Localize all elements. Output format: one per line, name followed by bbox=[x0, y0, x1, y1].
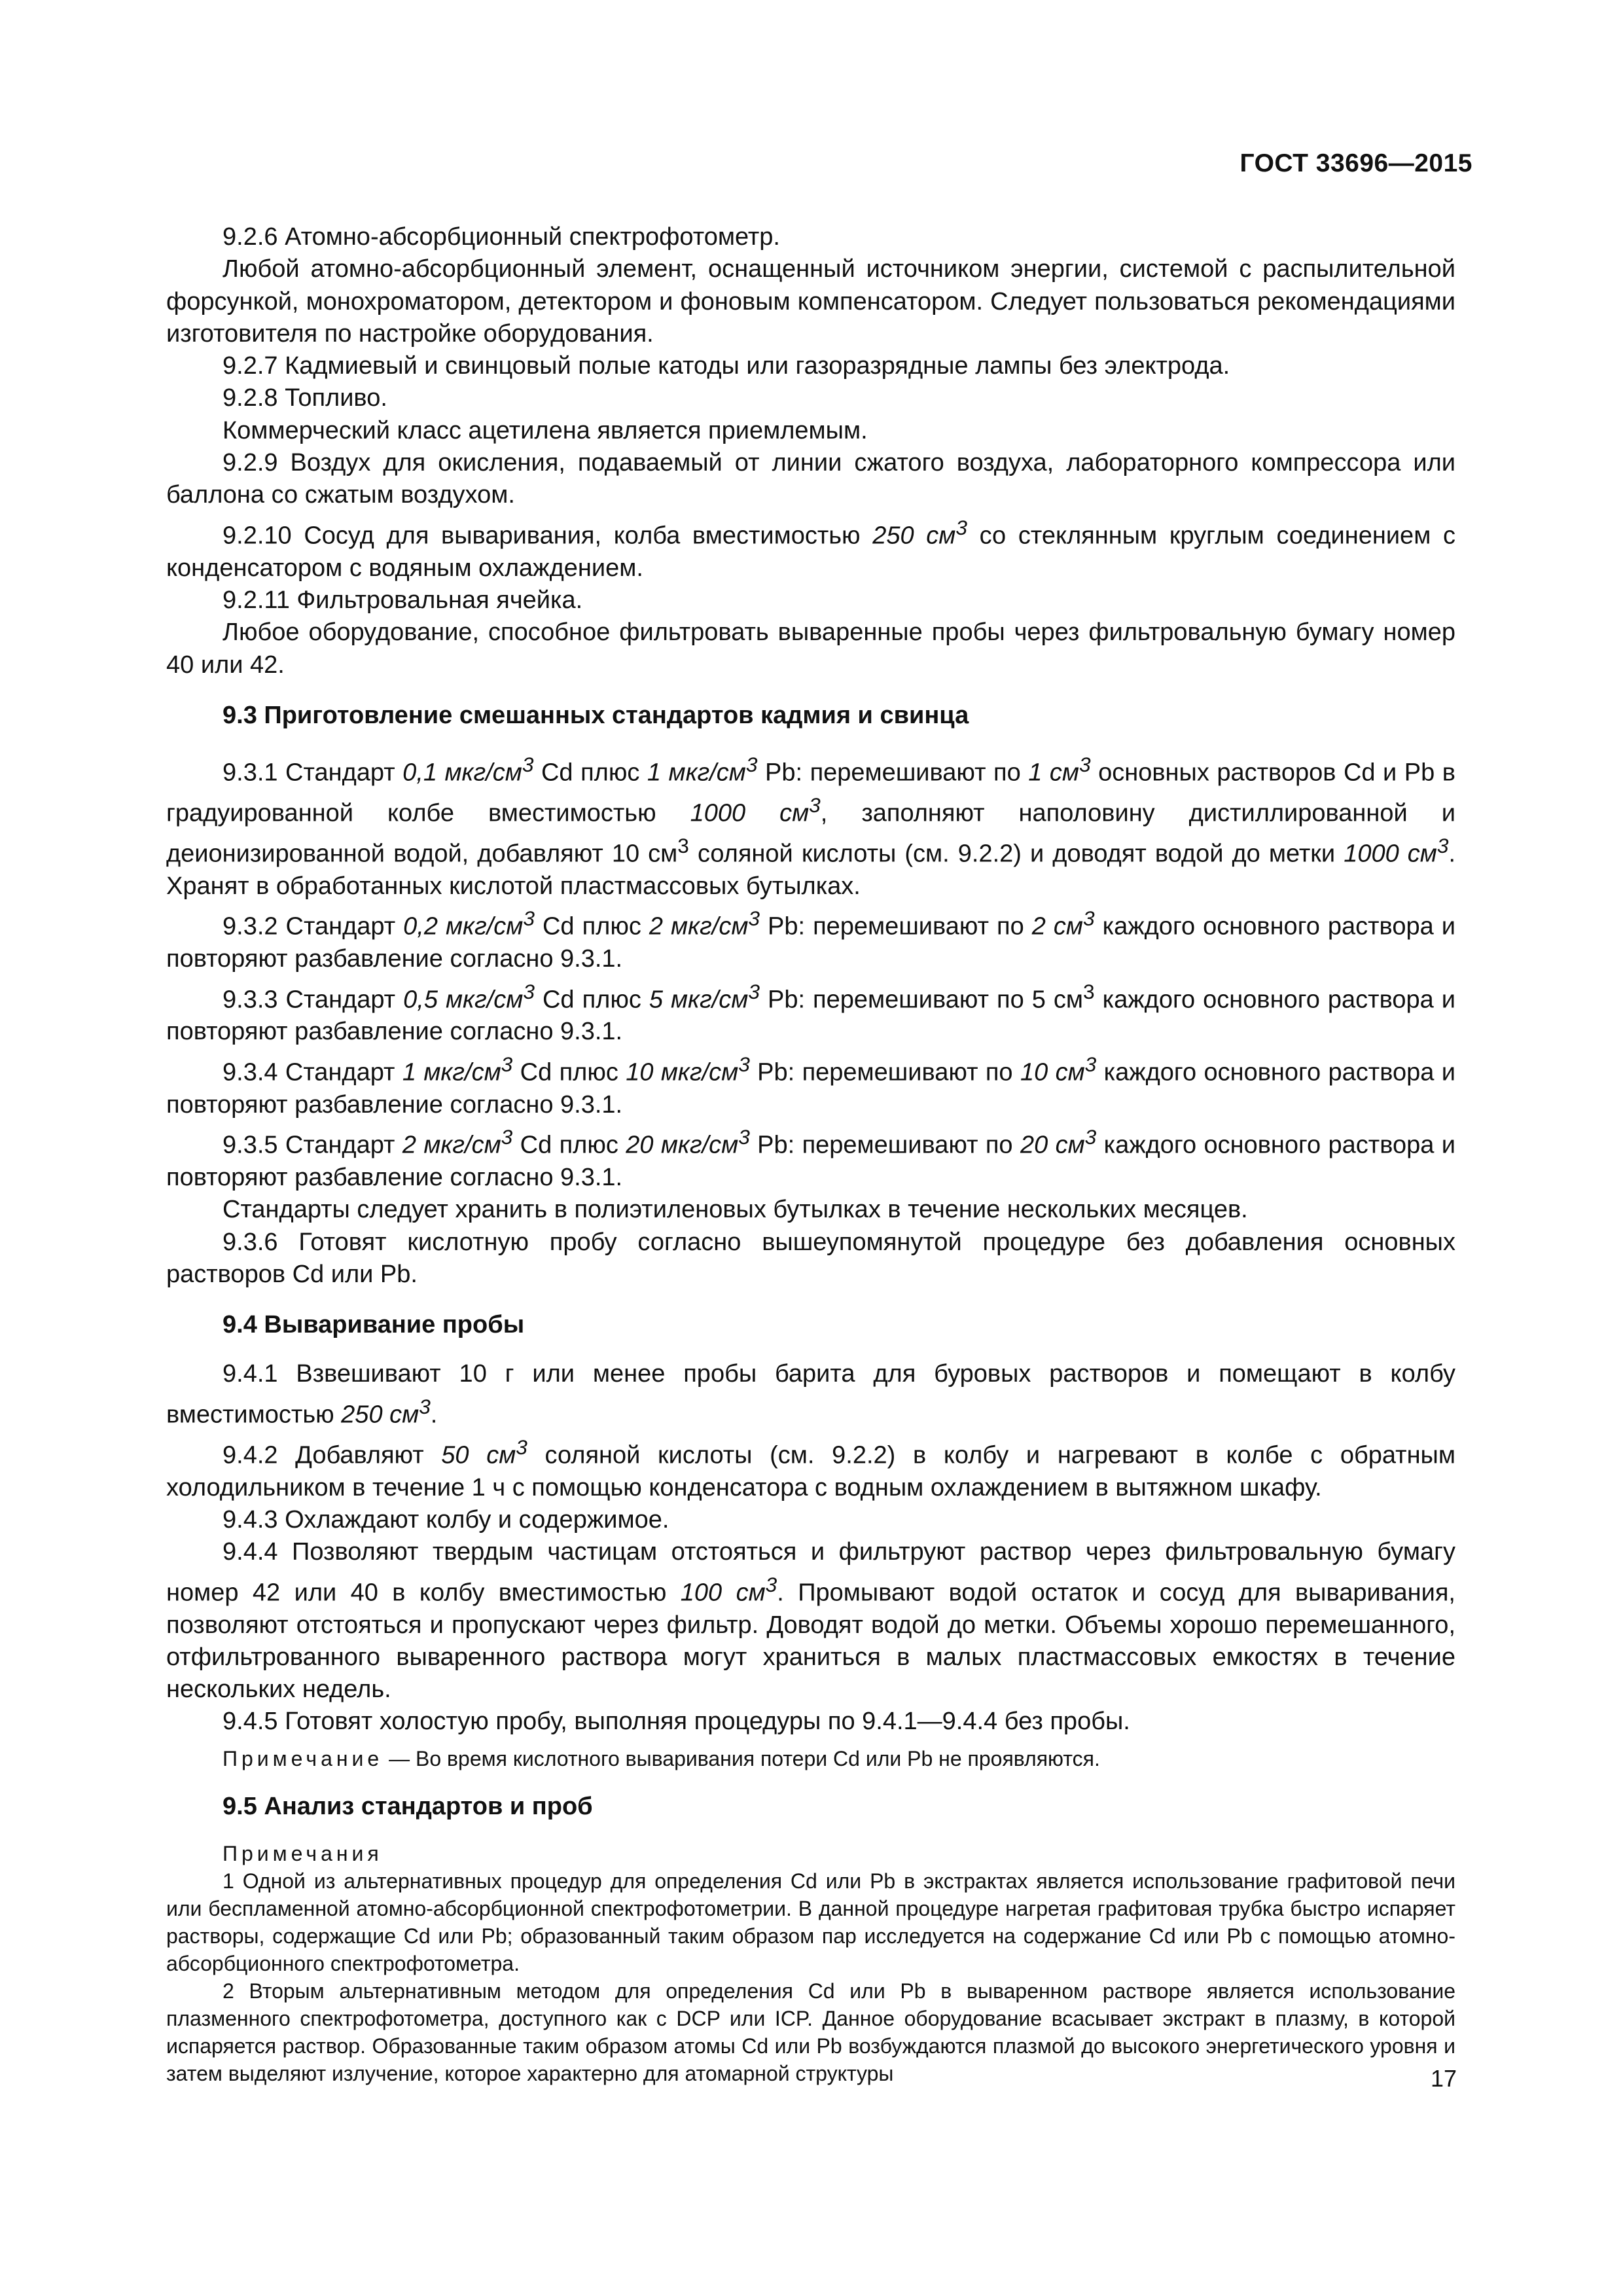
clause-9-2-6-title: 9.2.6 Атомно-абсорбционный спектрофотометр. bbox=[223, 223, 780, 251]
clause-9-4-1: 9.4.1 Взвешивают 10 г или менее пробы барита для буровых растворов и помещают в колбу вместимостью 250 $см^3$. bbox=[166, 1360, 1455, 1429]
clause-9-3-5: 9.3.5 Стандарт 2 мкг/$см^3$ Cd плюс 20 мкг/$см^3$ Pb: перемешивают по 20 $см^3$ каждого основного раствора и повторяют разбавление согласно 9.3.1. bbox=[166, 1125, 1455, 1191]
section-9-4-heading: 9.4 Вываривание пробы bbox=[223, 1311, 525, 1339]
note-label: Примечание bbox=[223, 1746, 383, 1770]
clause-9-3-3: 9.3.3 Стандарт 0,5 мкг/$см^3$ Cd плюс 5 мкг/$см^3$ Pb: перемешивают по 5 $см^3$ каждого основного раствора и повторяют разбавление согласно 9.3.1. bbox=[166, 979, 1455, 1046]
page-number: 17 bbox=[1430, 2065, 1457, 2092]
clause-9-4-2: 9.4.2 Добавляют 50 $см^3$ соляной кислоты (см. 9.2.2) в колбу и нагревают в колбе с обратным холодильником в течение 1 ч с помощью конденсатора с водным охлаждением в вытяжном шкафу. bbox=[166, 1435, 1455, 1501]
clause-9-2-9: 9.2.9 Воздух для окисления, подаваемый от линии сжатого воздуха, лабораторного компрессора или баллона со сжатым воздухом. bbox=[166, 449, 1455, 509]
clause-9-3-6: 9.3.6 Готовят кислотную пробу согласно вышеупомянутой процедуре без добавления основных растворов Cd или Pb. bbox=[166, 1228, 1455, 1288]
note-2: 2 Вторым альтернативным методом для определения Cd или Pb в вываренном растворе является использование плазменного спектрофотометра, доступного как с DCP или ICP. Данное оборудование всасывает экстракт в плазму, в которой испаряется раствор. Образованные таким образом атомы Cd или Pb возбуждаются плазмой до высокого энергетического уровня и затем выделяют излучение, которое характерно для атомарной структуры bbox=[166, 1979, 1455, 2085]
document-id: ГОСТ 33696—2015 bbox=[1240, 149, 1472, 177]
clause-9-2-7: 9.2.7 Кадмиевый и свинцовый полые катоды или газоразрядные лампы без электрода. bbox=[223, 352, 1230, 380]
clause-9-2-6-text: Любой атомно-абсорбционный элемент, оснащенный источником энергии, системой с распылительной форсункой, монохроматором, детектором и фоновым компенсатором. Следует пользоваться рекомендациями изготовителя по настройке оборудования. bbox=[166, 255, 1455, 348]
document-body bbox=[166, 221, 1455, 2087]
clause-9-2-8-title: 9.2.8 Топливо. bbox=[223, 384, 387, 412]
storage-paragraph: Стандарты следует хранить в полиэтиленовых бутылках в течение нескольких месяцев. bbox=[223, 1196, 1248, 1224]
clause-9-3-1: 9.3.1 Стандарт 0,1 мкг/$см^3$ Cd плюс 1 мкг/$см^3$ Pb: перемешивают по 1 $см^3$ основных растворов Cd и Pb в градуированной колбе вместимостью 1000 $см^3$, заполняют наполовину дистиллированной и деионизированной водой, добавляют 10 $см^3$ соляной кислоты (см. 9.2.2) и доводят водой до метки 1000 $см^3$. Хранят в обработанных кислотой пластмассовых бутылках. bbox=[166, 753, 1456, 900]
note-1: 1 Одной из альтернативных процедур для определения Cd или Pb в экстрактах является использование графитовой печи или беспламенной атомно-абсорбционной спектрофотометрии. В данной процедуре нагретая графитовая трубка быстро испаряет растворы, содержащие Cd или Pb; образованный таким образом пар исследуется на содержание Cd или Pb с помощью атомно-абсорбционного спектрофотометра. bbox=[166, 1869, 1455, 1975]
clause-9-3-4: 9.3.4 Стандарт 1 мкг/$см^3$ Cd плюс 10 мкг/$см^3$ Pb: перемешивают по 10 $см^3$ каждого основного раствора и повторяют разбавление согласно 9.3.1. bbox=[166, 1052, 1455, 1119]
notes-label: Примечания bbox=[223, 1841, 383, 1865]
clause-9-4-4: 9.4.4 Позволяют твердым частицам отстояться и фильтруют раствор через фильтровальную бумагу номер 42 или 40 в колбу вместимостью 100 $см^3$. Промывают водой остаток и сосуд для вываривания, позволяют отстояться и пропускают через фильтр. Доводят водой до метки. Объемы хорошо перемешанного, отфильтрованного вываренного раствора могут храниться в малых пластмассовых емкостях в течение нескольких недель. bbox=[166, 1538, 1455, 1704]
section-9-3-heading: 9.3 Приготовление смешанных стандартов кадмия и свинца bbox=[223, 701, 969, 729]
clause-9-4-3: 9.4.3 Охлаждают колбу и содержимое. bbox=[223, 1505, 669, 1534]
section-9-5-heading: 9.5 Анализ стандартов и проб bbox=[223, 1792, 593, 1820]
note-9-4: Примечание — Во время кислотного вываривания потери Cd или Pb не проявляются. bbox=[223, 1746, 1100, 1770]
clause-9-2-10: 9.2.10 Сосуд для вываривания, колба вместимостью 250 $см^3$ со стеклянным круглым соединением с конденсатором с водяным охлаждением. bbox=[166, 515, 1455, 582]
clause-9-4-5: 9.4.5 Готовят холостую пробу, выполняя процедуры по 9.4.1—9.4.4 без пробы. bbox=[223, 1708, 1130, 1736]
clause-9-2-8-text: Коммерческий класс ацетилена является приемлемым. bbox=[223, 416, 868, 444]
clause-9-2-11-text: Любое оборудование, способное фильтровать вываренные пробы через фильтровальную бумагу номер 40 или 42. bbox=[166, 619, 1455, 679]
clause-9-2-11-title: 9.2.11 Фильтровальная ячейка. bbox=[223, 586, 583, 614]
clause-9-3-2: 9.3.2 Стандарт 0,2 мкг/$см^3$ Cd плюс 2 мкг/$см^3$ Pb: перемешивают по 2 $см^3$ каждого основного раствора и повторяют разбавление согласно 9.3.1. bbox=[166, 906, 1455, 973]
